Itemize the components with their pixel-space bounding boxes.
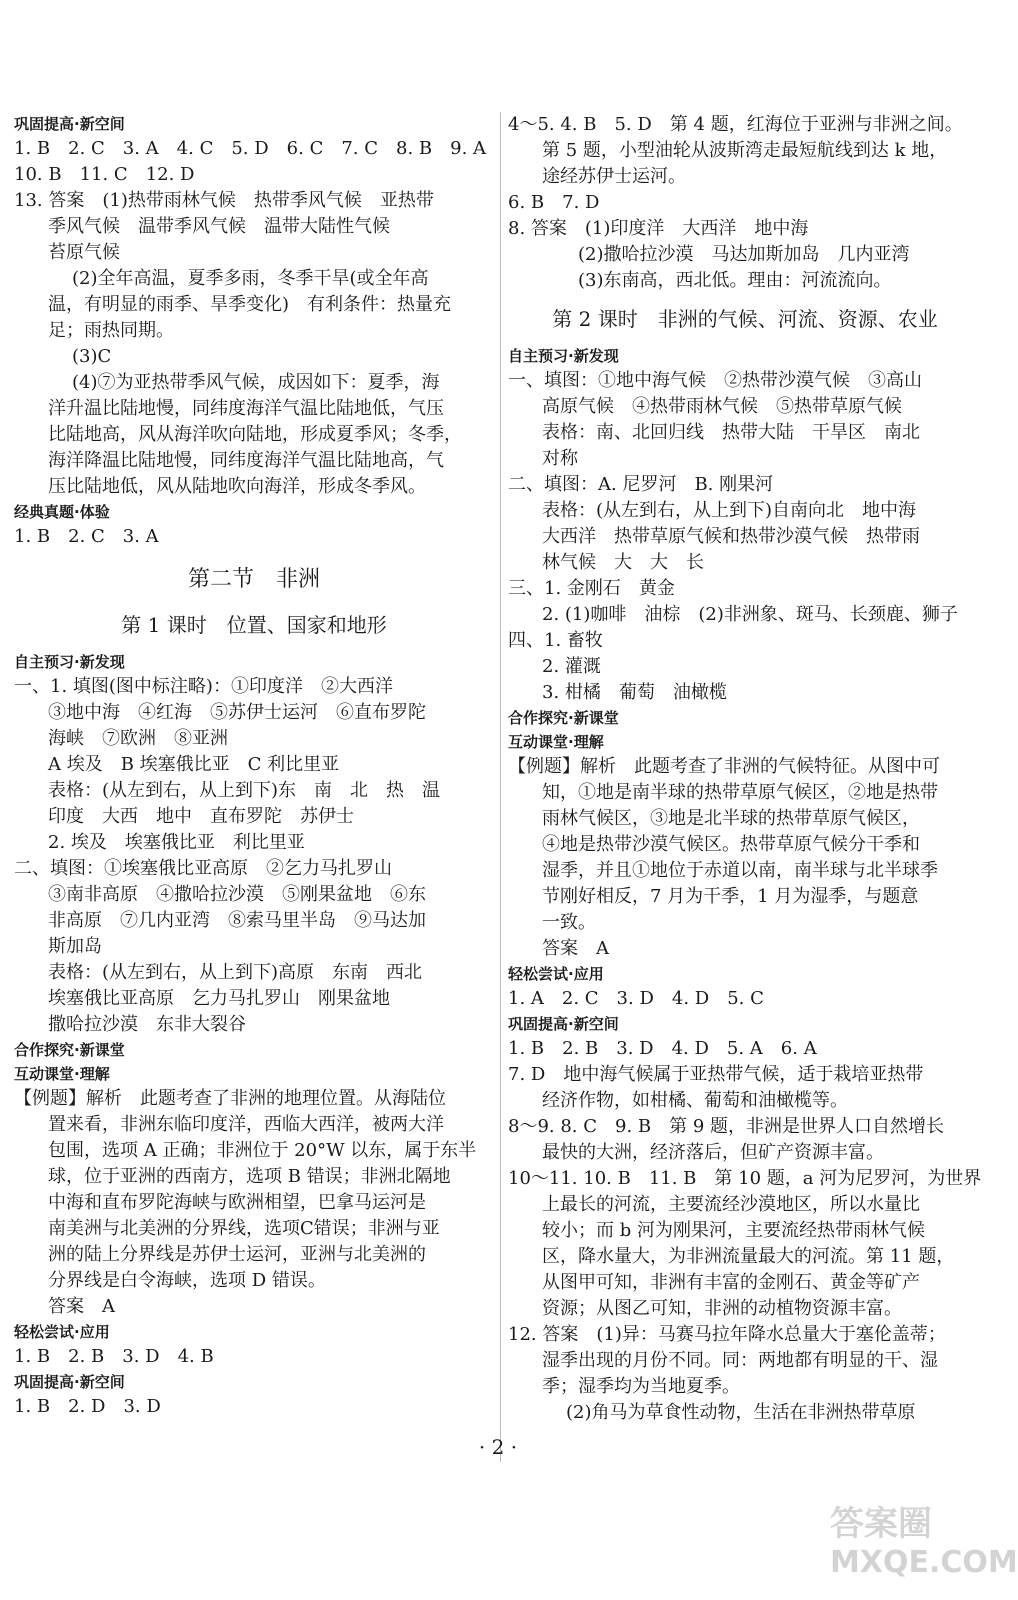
- text-line: 一、1. 填图(图中标注略)：①印度洋 ②大西洋: [14, 676, 393, 697]
- page-number: · 2 ·: [478, 1435, 518, 1459]
- text-line: 球，位于亚洲的西南方，选项 B 错误；非洲北隔地: [48, 1166, 451, 1187]
- text-line: 表格：(从左到右，从上到下)高原 东南 西北: [48, 962, 423, 983]
- section-label: 轻松尝试·应用: [508, 965, 604, 983]
- text-line: 1. B 2. B 3. D 4. B: [14, 1346, 214, 1367]
- text-line: 印度 大西 地中 直布罗陀 苏伊士: [48, 806, 354, 827]
- text-line: 1. B 2. C 3. A: [14, 526, 159, 547]
- text-line: 大西洋 热带草原气候和热带沙漠气候 热带雨: [542, 526, 920, 547]
- watermark-logo: [830, 1496, 1018, 1586]
- text-line: 高原气候 ④热带雨林气候 ⑤热带草原气候: [542, 396, 902, 417]
- text-line: 【例题】解析 此题考查了非洲的气候特征。从图中可: [508, 756, 940, 777]
- text-line: 节刚好相反，7 月为干季，1 月为湿季，与题意: [542, 886, 919, 907]
- section-label: 巩固提高·新空间: [14, 1373, 125, 1391]
- text-line: 7. D 地中海气候属于亚热带气候，适于栽培亚热带: [508, 1064, 924, 1085]
- text-line: 最快的大洲，经济落后，但矿产资源丰富。: [542, 1142, 884, 1163]
- text-line: 非高原 ⑦几内亚湾 ⑧索马里半岛 ⑨马达加: [48, 910, 426, 931]
- section-label: 轻松尝试·应用: [14, 1323, 110, 1341]
- text-line: 13. 答案 (1)热带雨林气候 热带季风气候 亚热带: [14, 190, 434, 211]
- section-label: 合作探究·新课堂: [508, 709, 619, 727]
- text-line: 资源；从图乙可知，非洲的动植物资源丰富。: [542, 1298, 902, 1319]
- section-label: 自主预习·新发现: [508, 347, 619, 365]
- text-line: (3)C: [72, 346, 112, 367]
- right-column: [508, 112, 982, 1426]
- text-line: (2)撒哈拉沙漠 马达加斯加岛 几内亚湾: [578, 244, 910, 265]
- text-line: 季；湿季均为当地夏季。: [542, 1376, 740, 1397]
- text-line: ③南非高原 ④撒哈拉沙漠 ⑤刚果盆地 ⑥东: [48, 884, 426, 905]
- text-line: 答案 A: [48, 1296, 115, 1317]
- text-line: 2. 埃及 埃塞俄比亚 利比里亚: [48, 832, 305, 853]
- text-line: 置来看，非洲东临印度洋，西临大西洋，被两大洋: [48, 1114, 444, 1135]
- text-line: 8～9. 8. C 9. B 第 9 题，非洲是世界人口自然增长: [508, 1116, 945, 1137]
- text-line: 知，①地是南半球的热带草原气候区，②地是热带: [542, 782, 938, 803]
- text-line: 埃塞俄比亚高原 乞力马扎罗山 刚果盆地: [48, 988, 390, 1009]
- text-line: 途经苏伊士运河。: [542, 166, 686, 187]
- text-line: 足；雨热同期。: [48, 320, 174, 341]
- text-line: 3. 柑橘 葡萄 油橄榄: [542, 682, 727, 703]
- text-line: 1. B 2. C 3. A 4. C 5. D 6. C 7. C 8. B 9. A: [14, 138, 487, 159]
- text-line: 1. B 2. B 3. D 4. D 5. A 6. A: [508, 1038, 817, 1059]
- text-line: 海峡 ⑦欧洲 ⑧亚洲: [48, 728, 228, 749]
- text-line: ③地中海 ④红海 ⑤苏伊士运河 ⑥直布罗陀: [48, 702, 426, 723]
- text-line: 答案 A: [542, 938, 609, 959]
- text-line: 中海和直布罗陀海峡与欧洲相望，巴拿马运河是: [48, 1192, 426, 1213]
- section-label: 自主预习·新发现: [14, 653, 125, 671]
- section-label: 互动课堂·理解: [508, 733, 604, 751]
- text-line: (4)⑦为亚热带季风气候，成因如下：夏季，海: [72, 372, 440, 393]
- text-line: 压比陆地低，风从陆地吹向海洋，形成冬季风。: [48, 476, 426, 497]
- section-heading: 第二节 非洲: [187, 567, 320, 592]
- left-column: [14, 112, 494, 1420]
- text-line: 12. 答案 (1)异：马赛马拉年降水总量大于塞伦盖蒂；: [508, 1324, 946, 1345]
- section-label: 巩固提高·新空间: [508, 1015, 619, 1033]
- text-line: 10～11. 10. B 11. B 第 10 题，a 河为尼罗河，为世界: [508, 1168, 982, 1189]
- text-line: 苔原气候: [48, 242, 120, 263]
- text-line: 二、填图：①埃塞俄比亚高原 ②乞力马扎罗山: [14, 858, 392, 879]
- watermark-bottom: MXQE.COM: [830, 1545, 1018, 1580]
- text-line: 从图甲可知，非洲有丰富的金刚石、黄金等矿产: [542, 1272, 920, 1293]
- text-line: 三、1. 金刚石 黄金: [508, 578, 675, 599]
- text-line: 表格：(从左到右，从上到下)自南向北 地中海: [542, 500, 917, 521]
- text-line: 1. B 2. D 3. D: [14, 1396, 161, 1417]
- text-line: 4～5. 4. B 5. D 第 4 题，红海位于亚洲与非洲之间。: [508, 114, 963, 135]
- section-heading: 第 2 课时 非洲的气候、河流、资源、农业: [552, 307, 938, 331]
- text-line: 较小；而 b 河为刚果河，主要流经热带雨林气候: [542, 1220, 925, 1241]
- page-number-value: 2: [491, 1435, 505, 1459]
- text-line: 一致。: [542, 912, 596, 933]
- text-line: 对称: [542, 448, 578, 469]
- text-line: 经济作物，如柑橘、葡萄和油橄榄等。: [542, 1090, 848, 1111]
- text-line: 第 5 题，小型油轮从波斯湾走最短航线到达 k 地，: [542, 140, 948, 161]
- text-line: ④地是热带沙漠气候区。热带草原气候分干季和: [542, 834, 920, 855]
- text-line: 雨林气候区，③地是北半球的热带草原气候区，: [542, 808, 920, 829]
- text-line: 湿季出现的月份不同。同：两地都有明显的干、湿: [542, 1350, 938, 1371]
- text-line: 表格：(从左到右，从上到下)东 南 北 热 温: [48, 780, 441, 801]
- text-line: 南美洲与北美洲的分界线，选项C错误；非洲与亚: [48, 1218, 440, 1239]
- text-line: 10. B 11. C 12. D: [14, 164, 195, 185]
- text-line: 斯加岛: [48, 936, 102, 957]
- text-line: 洋升温比陆地慢，同纬度海洋气温比陆地低，气压: [48, 398, 444, 419]
- text-line: (2)角马为草食性动物，生活在非洲热带草原: [566, 1402, 916, 1423]
- text-line: 洲的陆上分界线是苏伊士运河，亚洲与北美洲的: [48, 1244, 426, 1265]
- text-line: 季风气候 温带季风气候 温带大陆性气候: [48, 216, 390, 237]
- section-label: 巩固提高·新空间: [14, 115, 125, 133]
- text-line: 二、填图：A. 尼罗河 B. 刚果河: [508, 474, 774, 495]
- text-line: 6. B 7. D: [508, 192, 600, 213]
- text-line: 四、1. 畜牧: [508, 630, 603, 651]
- watermark-top: 答案圈: [830, 1504, 932, 1544]
- text-line: 分界线是白令海峡，选项 D 错误。: [48, 1270, 326, 1291]
- text-line: 1. A 2. C 3. D 4. D 5. C: [508, 988, 764, 1009]
- text-line: (2)全年高温，夏季多雨，冬季干旱(或全年高: [72, 268, 429, 289]
- text-line: 上最长的河流，主要流经沙漠地区，所以水量比: [542, 1194, 920, 1215]
- text-line: 8. 答案 (1)印度洋 大西洋 地中海: [508, 218, 809, 239]
- text-line: A 埃及 B 埃塞俄比亚 C 利比里亚: [48, 754, 340, 775]
- text-line: 区，降水量大，为非洲流量最大的河流。第 11 题，: [542, 1246, 955, 1267]
- section-label: 互动课堂·理解: [14, 1065, 110, 1083]
- section-label: 合作探究·新课堂: [14, 1041, 125, 1059]
- text-line: (3)东南高，西北低。理由：河流流向。: [578, 270, 892, 291]
- text-line: 【例题】解析 此题考查了非洲的地理位置。从海陆位: [14, 1088, 446, 1109]
- text-line: 表格：南、北回归线 热带大陆 干旱区 南北: [542, 422, 920, 443]
- text-line: 2. (1)咖啡 油棕 (2)非洲象、斑马、长颈鹿、狮子: [542, 604, 958, 625]
- section-heading: 第 1 课时 位置、国家和地形: [121, 613, 387, 637]
- text-line: 2. 灌溉: [542, 656, 601, 677]
- text-line: 包围，选项 A 正确；非洲位于 20°W 以东，属于东半: [48, 1140, 477, 1161]
- text-line: 海洋降温比陆地慢，同纬度海洋气温比陆地高，气: [48, 450, 444, 471]
- section-label: 经典真题·体验: [14, 503, 110, 521]
- column-divider: [500, 112, 501, 1462]
- text-line: 温，有明显的雨季、旱季变化) 有利条件：热量充: [48, 294, 452, 315]
- text-line: 一、填图：①地中海气候 ②热带沙漠气候 ③高山: [508, 370, 922, 391]
- text-line: 湿季，并且①地位于赤道以南，南半球与北半球季: [542, 860, 938, 881]
- text-line: 比陆地高，风从海洋吹向陆地，形成夏季风；冬季，: [48, 424, 462, 445]
- text-line: 撒哈拉沙漠 东非大裂谷: [48, 1014, 246, 1035]
- text-line: 林气候 大 大 长: [542, 552, 704, 573]
